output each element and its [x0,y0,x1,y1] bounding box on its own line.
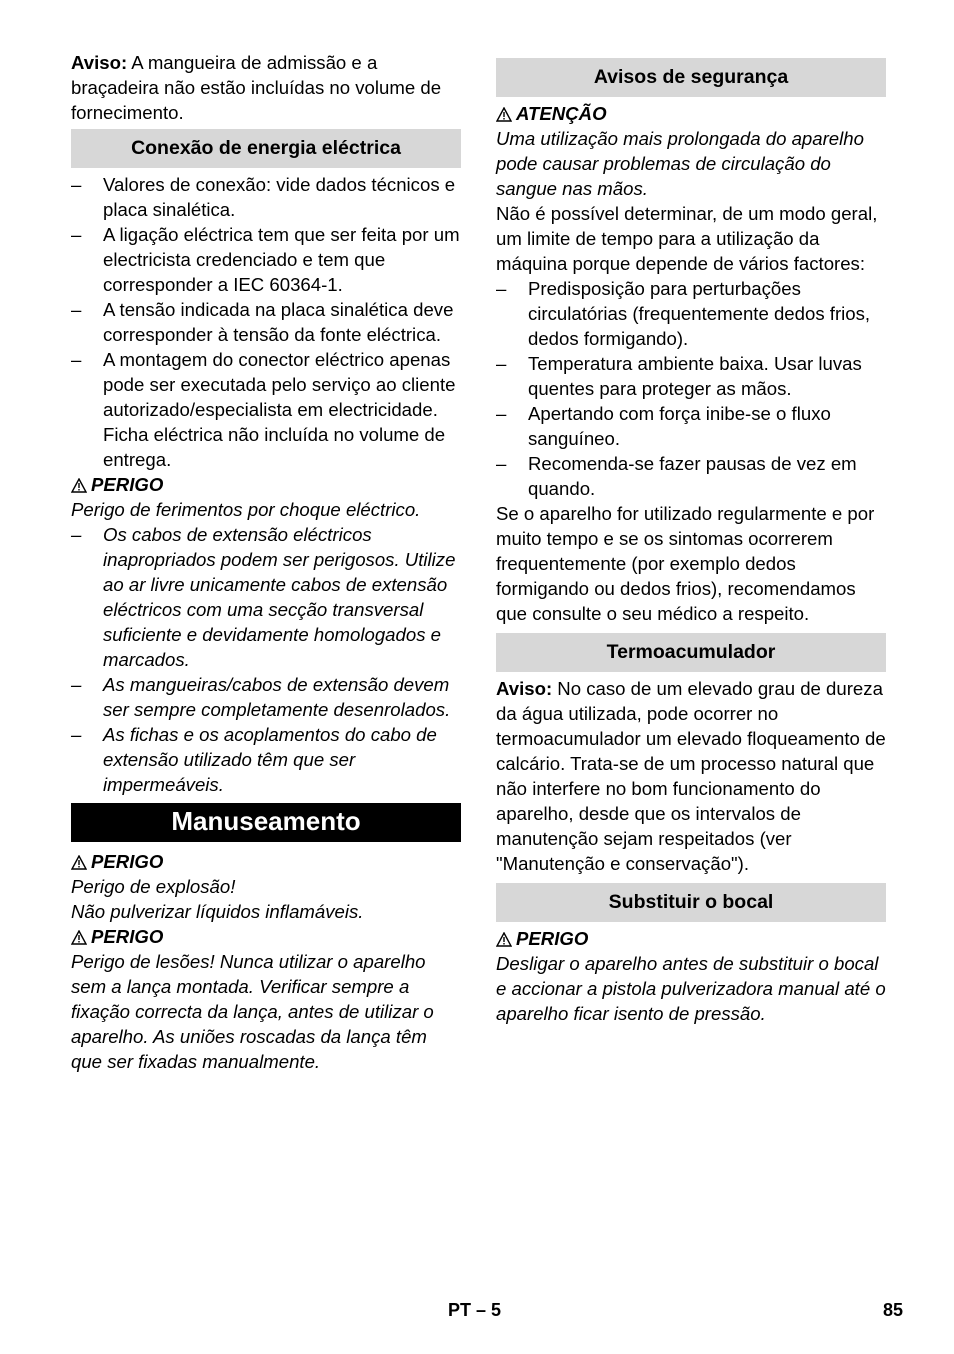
main-heading-handling: Manuseamento [71,803,461,842]
heater-note-label: Aviso: [496,678,553,699]
page-label: PT – 5 [448,1300,502,1320]
heater-note-text: No caso de um elevado grau de dureza da água utilizada, pode ocorrer no termoacumulador um elevado floqueamento de calcário. Trata-se de um processo natural que não interfere no bom funcionamento do aparelho, desde que os intervalos de manutenção sejam respeitados (ver "Manutenção e conservação"). [496,678,886,874]
danger-label: PERIGO [516,928,589,949]
power-connection-list [71,172,461,472]
extension-cable-list [71,522,461,797]
danger-label: PERIGO [91,926,164,947]
section-heading-power-connection: Conexão de energia eléctrica [71,129,461,168]
list-item: – As fichas e os acoplamentos do cabo de extensão utilizado têm que ser impermeáveis. [71,722,461,797]
list-item: – A ligação eléctrica tem que ser feita por um electricista credenciado e tem que corresponder a IEC 60364-1. [71,222,461,297]
section-heading-safety: Avisos de segurança [496,58,886,97]
intro-note-label: Aviso: [71,52,128,73]
intro-note-text: A mangueira de admissão e a braçadeira não estão incluídas no volume de fornecimento. [71,52,442,123]
right-column [496,58,886,1026]
paragraph: Não é possível determinar, de um modo geral, um limite de tempo para a utilização da máquina porque depende de vários factores: [496,203,878,274]
page-number: 85 [883,1300,904,1320]
caution-label: ATENÇÃO [516,103,607,124]
section-heading-nozzle: Substituir o bocal [496,883,886,922]
caution-text: Uma utilização mais prolongada do aparelho pode causar problemas de circulação do sangue nas mãos. [496,128,864,199]
list-item: – Valores de conexão: vide dados técnicos e placa sinalética. [71,172,461,222]
danger-label: PERIGO [91,851,164,872]
danger-heading [496,926,886,951]
list-item: – A tensão indicada na placa sinalética deve corresponder à tensão da fonte eléctrica. [71,297,461,347]
danger-text: Não pulverizar líquidos inflamáveis. [71,901,364,922]
danger-heading [71,924,461,949]
warning-triangle-icon [71,930,91,945]
danger-text: Perigo de explosão! [71,876,236,897]
factors-list [496,276,886,501]
paragraph: Se o aparelho for utilizado regularmente e por muito tempo e se os sintomas ocorrerem frequentemente (por exemplo dedos formigando ou dedos frios), recomendamos que consulte o seu médico a respeito. [496,503,875,624]
danger-label: PERIGO [91,474,164,495]
heater-note [496,676,886,876]
danger-heading [71,472,461,497]
list-item: – Os cabos de extensão eléctricos inapropriados podem ser perigosos. Utilize ao ar livre unicamente cabos de extensão eléctricos com uma secção transversal suficiente e devidamente homologados e marcados. [71,522,461,672]
caution-heading [496,101,886,126]
list-item: – Predisposição para perturbações circulatórias (frequentemente dedos frios, dedos formigando). [496,276,886,351]
left-column [71,50,461,1074]
warning-triangle-icon [71,478,91,493]
list-item: – Apertando com força inibe-se o fluxo sanguíneo. [496,401,886,451]
intro-note [71,50,461,125]
section-heading-heater: Termoacumulador [496,633,886,672]
list-item: – Temperatura ambiente baixa. Usar luvas quentes para proteger as mãos. [496,351,886,401]
danger-text: Desligar o aparelho antes de substituir o bocal e accionar a pistola pulverizadora manual até o aparelho ficar isento de pressão. [496,953,886,1024]
warning-triangle-icon [71,855,91,870]
list-item: – Recomenda-se fazer pausas de vez em quando. [496,451,886,501]
danger-text: Perigo de ferimentos por choque eléctrico. [71,499,421,520]
warning-triangle-icon [496,932,516,947]
danger-heading [71,849,461,874]
list-item: – As mangueiras/cabos de extensão devem ser sempre completamente desenrolados. [71,672,461,722]
danger-text: Perigo de lesões! Nunca utilizar o aparelho sem a lança montada. Verificar sempre a fixação correcta da lança, antes de utilizar o aparelho. As uniões roscadas da lança têm que ser fixadas manualmente. [71,951,434,1072]
warning-triangle-icon [496,107,516,122]
list-item: – A montagem do conector eléctrico apenas pode ser executada pelo serviço ao cliente autorizado/especialista em electricidade. Ficha eléctrica não incluída no volume de entrega. [71,347,461,472]
